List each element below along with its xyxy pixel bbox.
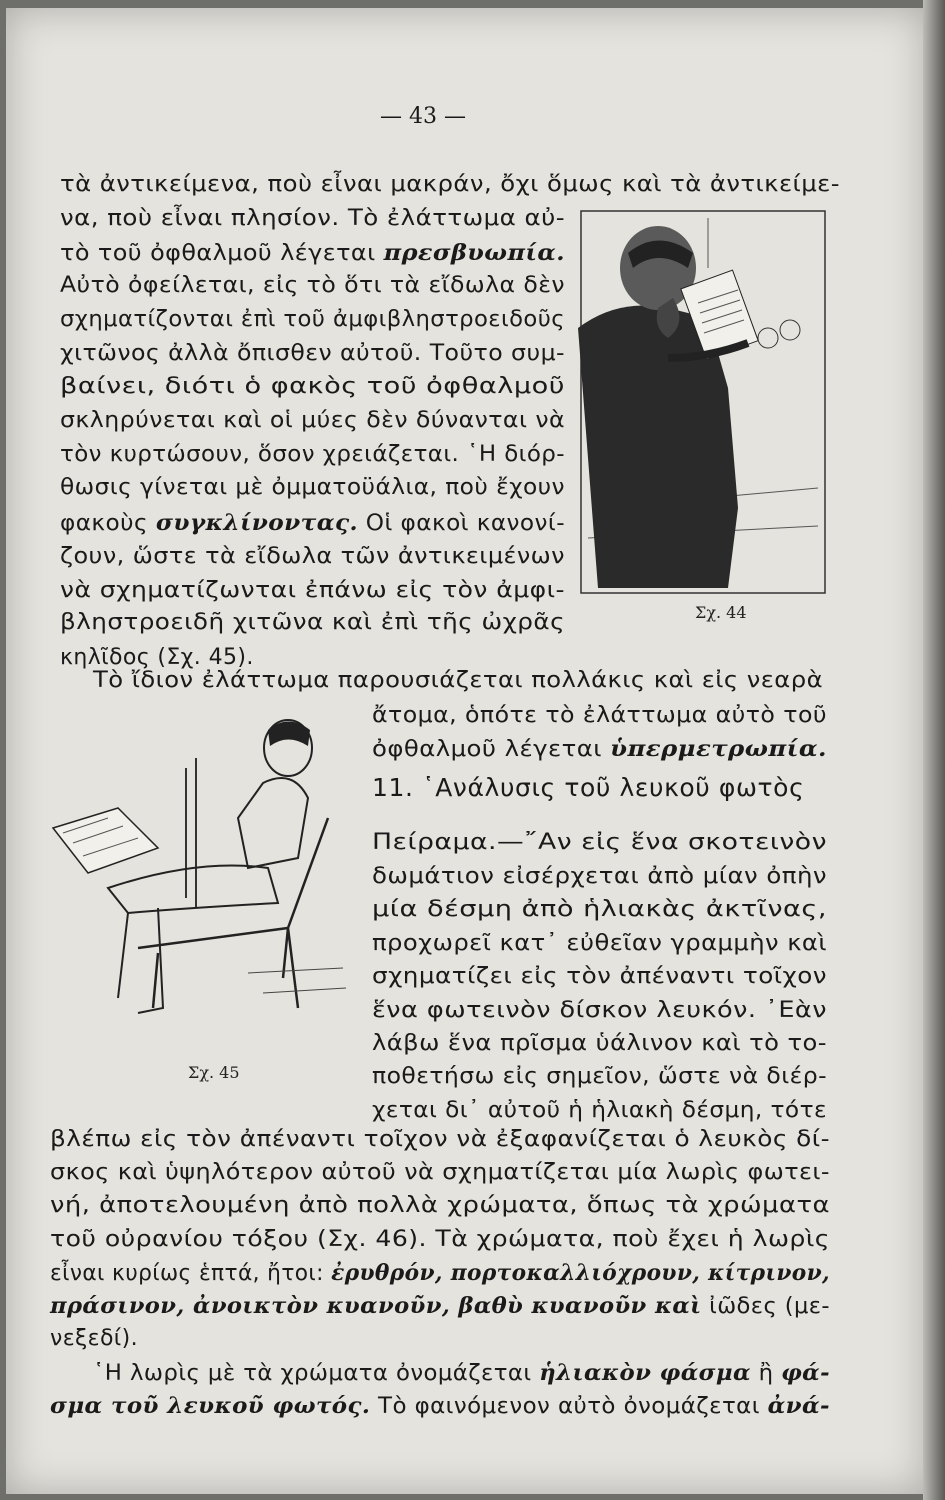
text-span: τὰ ἀντικείμενα, ποὺ εἶναι μακράν, ὄχι ὅμως καὶ τὰ ἀντικείμε- (60, 172, 840, 197)
text-line (60, 206, 565, 231)
emphasis-text: ἀνά- (767, 1393, 830, 1419)
text-line (372, 703, 827, 728)
text-line (50, 1193, 830, 1218)
text-line (50, 1393, 830, 1419)
text-span: λάβω ἕνα πρῖσμα ὑάλινον καὶ τὸ το- (372, 1031, 827, 1056)
text-line (60, 307, 565, 332)
figure-44-illustration (578, 208, 828, 598)
text-line (60, 610, 565, 635)
text-span: ἕνα φωτεινὸν δίσκον λευκόν. ᾿Εὰν (372, 998, 827, 1023)
page-number: — 43 — (380, 104, 466, 129)
text-line (93, 1360, 830, 1386)
emphasis-text: ἐρυθρόν, πορτοκαλλιόχρουν, κίτρινον, (331, 1260, 830, 1286)
text-span: προχωρεῖ κατ᾽ εὐθεῖαν γραμμὴν καὶ (372, 931, 827, 956)
text-line (372, 931, 827, 956)
emphasis-text: ὑπερμετρωπία. (610, 736, 827, 762)
text-span: σκος καὶ ὑψηλότερον αὐτοῦ νὰ σχηματίζεται μία λωρὶς φωτει- (50, 1160, 830, 1185)
text-line (50, 1127, 830, 1152)
text-span: ζουν, ὥστε τὰ εἴδωλα τῶν ἀντικειμένων (60, 544, 565, 569)
emphasis-text: φά- (781, 1360, 830, 1386)
text-span: να, ποὺ εἶναι πλησίον. Τὸ ἐλάττωμα αὐ- (60, 206, 565, 231)
text-span: κηλῖδος (Σχ. 45). (60, 645, 254, 670)
text-line (372, 998, 827, 1023)
text-line (60, 510, 565, 536)
figure-44-caption: Σχ. 44 (695, 603, 747, 622)
text-line (60, 341, 565, 366)
text-span: τὸν κυρτώσουν, ὅσον χρειάζεται. ῾Η διόρ- (60, 442, 565, 467)
text-span: μία δέσμη ἀπὸ ἡλιακὰς ἀκτῖνας, (372, 897, 827, 922)
text-span: σχηματίζονται ἐπὶ τοῦ ἀμφιβληστροειδοῦς (60, 307, 565, 332)
text-span: χεται δι᾽ αὐτοῦ ἡ ἡλιακὴ δέσμη, τότε (372, 1098, 827, 1123)
figure-45-caption: Σχ. 45 (188, 1063, 240, 1082)
figure-45-illustration (48, 708, 346, 1028)
text-span: Οἱ φακοὶ κανονί- (358, 511, 565, 536)
emphasis-text: πράσινον, ἀνοικτὸν κυανοῦν, βαθὺ κυανοῦν καὶ (50, 1293, 702, 1319)
text-span: θωσις γίνεται μὲ ὀμματοϋάλια, ποὺ ἔχουν (60, 475, 565, 500)
text-span: χιτῶνος ἀλλὰ ὄπισθεν αὐτοῦ. Τοῦτο συμ- (60, 341, 565, 366)
text-line (60, 240, 565, 266)
text-span: ἄτομα, ὁπότε τὸ ἐλάττωμα αὐτὸ τοῦ (372, 703, 827, 728)
text-span: νή, ἀποτελουμένη ἀπὸ πολλὰ χρώματα, ὅπως τὰ χρώματα (50, 1193, 830, 1218)
text-span: Τὸ ἴδιον ἐλάττωμα παρουσιάζεται πολλάκις καὶ εἰς νεαρὰ (93, 668, 823, 693)
text-span: νεξεδί). (50, 1326, 139, 1351)
section-heading: 11. ῾Ανάλυσις τοῦ λευκοῦ φωτὸς (372, 773, 805, 802)
text-line (60, 273, 565, 298)
text-span: σκληρύνεται καὶ οἱ μύες δὲν δύνανται νὰ (60, 408, 565, 433)
text-span: νὰ σχηματίζωνται ἐπάνω εἰς τὸν ἀμφι- (60, 578, 565, 603)
text-line (372, 1064, 827, 1089)
text-line (50, 1293, 830, 1319)
text-span: Τὸ φαινόμενον αὐτὸ ὀνομάζεται (370, 1394, 768, 1419)
text-span: βαίνει, διότι ὁ φακὸς τοῦ ὀφθαλμοῦ (60, 374, 565, 399)
text-line (60, 475, 565, 500)
text-line (50, 1227, 830, 1252)
book-spine (923, 0, 945, 1500)
text-span: ποθετήσω εἰς σημεῖον, ὥστε νὰ διέρ- (372, 1064, 827, 1089)
text-span: βληστροειδῆ χιτῶνα καὶ ἐπὶ τῆς ὠχρᾶς (60, 610, 565, 635)
text-line (60, 374, 565, 399)
text-line (50, 1260, 830, 1286)
text-line (93, 668, 823, 693)
text-span: ὀφθαλμοῦ λέγεται (372, 737, 611, 762)
text-span: ἰῶδες (με- (701, 1294, 830, 1319)
text-span: εἶναι κυρίως ἑπτά, ἤτοι: (50, 1261, 332, 1286)
text-line (60, 645, 254, 670)
emphasis-text: πρεσβυωπία. (383, 240, 565, 266)
text-line (372, 897, 827, 922)
text-line (60, 544, 565, 569)
text-line (60, 408, 565, 433)
emphasis-text: συγκλίνοντας. (155, 510, 359, 536)
text-line (372, 1031, 827, 1056)
text-span: Πείραμα.—῎Αν εἰς ἕνα σκοτεινὸν (372, 830, 827, 855)
emphasis-text: ἡλιακὸν φάσμα (539, 1360, 751, 1386)
text-span: βλέπω εἰς τὸν ἀπέναντι τοῖχον νὰ ἐξαφανίζεται ὁ λευκὸς δί- (50, 1127, 830, 1152)
text-line (372, 864, 827, 889)
text-line (60, 578, 565, 603)
text-line (60, 172, 840, 197)
text-span: φακοὺς (60, 511, 156, 536)
text-span: ἢ (750, 1361, 782, 1386)
emphasis-text: σμα τοῦ λευκοῦ φωτός. (50, 1393, 371, 1419)
text-line (60, 442, 565, 467)
text-line (372, 736, 827, 762)
text-line (50, 1160, 830, 1185)
text-span: ῾Η λωρὶς μὲ τὰ χρώματα ὀνομάζεται (93, 1361, 540, 1386)
text-span: Αὐτὸ ὀφείλεται, εἰς τὸ ὅτι τὰ εἴδωλα δὲν (60, 273, 565, 298)
text-line (372, 1098, 827, 1123)
text-span: τοῦ οὐρανίου τόξου (Σχ. 46). Τὰ χρώματα, ποὺ ἔχει ἡ λωρὶς (50, 1227, 830, 1252)
text-line (372, 830, 827, 855)
text-line (372, 964, 827, 989)
text-line (50, 1326, 138, 1351)
text-span: τὸ τοῦ ὀφθαλμοῦ λέγεται (60, 241, 384, 266)
text-span: δωμάτιον εἰσέρχεται ἀπὸ μίαν ὀπὴν (372, 864, 827, 889)
text-span: σχηματίζει εἰς τὸν ἀπέναντι τοῖχον (372, 964, 827, 989)
